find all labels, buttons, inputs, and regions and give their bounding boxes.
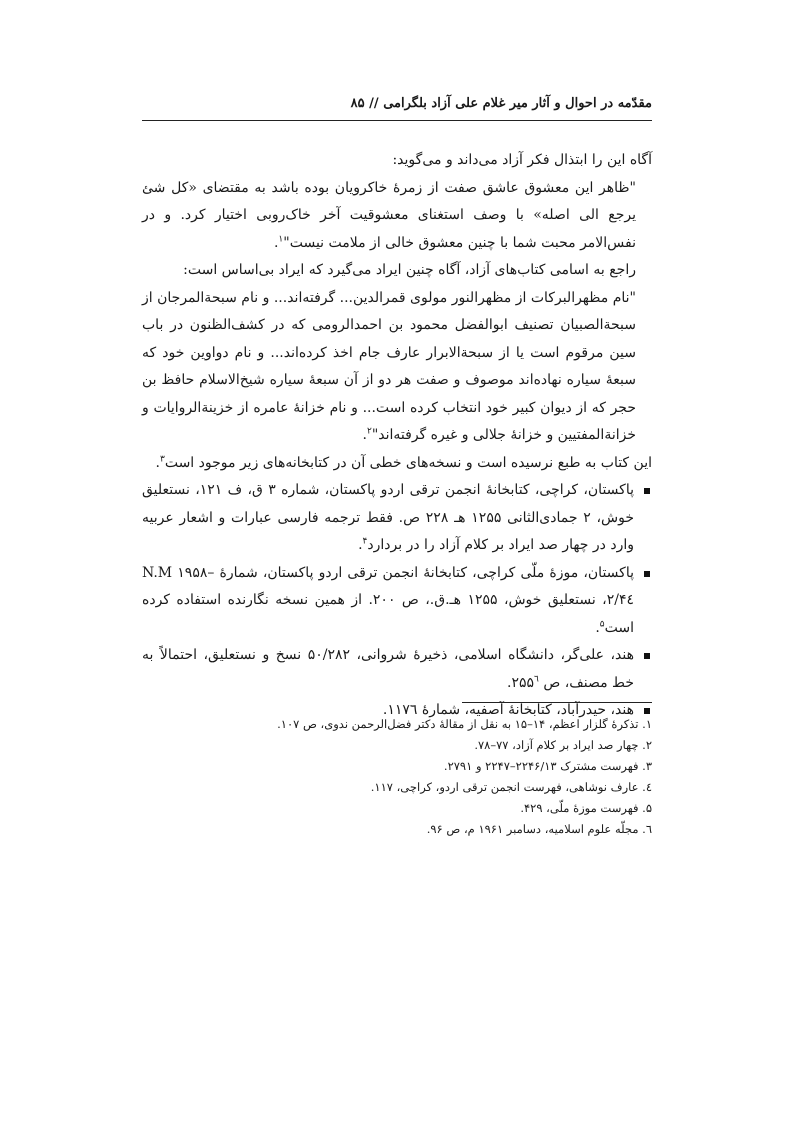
- footnote-6: ٦. مجلّه علوم اسلامیه، دسامبر ۱۹۶۱ م، ص ۹۶.: [426, 822, 652, 836]
- list-item-text: پاکستان، موزهٔ ملّی کراچی، کتابخانهٔ انجمن ترقی اردو پاکستان، شمارهٔ N.M ۱۹۵۸–۴٤/۲، نستعلیق خوش، ۱۲۵۵ هـ.ق.، ص ۲۰۰. از همین نسخه نگارنده استفاده کرده است: [142, 564, 635, 636]
- quote-1: "ظاهر این معشوق عاشق صفت از زمرهٔ خاکرویان بوده باشد به مقتضای «کل شئ یرجع الی اصله» با وصف استغنای معشوقیت آخر خاک‌روبی اختیار کرد. و در نفس‌الامر محبت شما با چنین معشوق خالی از ملامت نیست"$^۱$.: [142, 179, 636, 251]
- square-bullet-icon: [644, 653, 650, 659]
- running-header: مقدّمه در احوال و آثار میر غلام علی آزاد بلگرامی // ۸۵: [350, 96, 652, 111]
- paragraph-names: [142, 257, 652, 285]
- header-rule: [142, 120, 652, 121]
- paragraph-manuscripts-text: این کتاب به طبع نرسیده است و نسخه‌های خطی آن در کتابخانه‌های زیر موجود است: [164, 454, 652, 471]
- manuscript-list: [142, 477, 652, 725]
- footnote-4: ٤. عارف نوشاهی، فهرست انجمن ترقی اردو، کراچی، ۱۱۷.: [370, 780, 652, 794]
- list-item-text: هند، حیدرآباد، کتابخانهٔ آصفیه، شمارهٔ ۱۱۷٦.: [382, 702, 634, 718]
- footnote-ref-1[interactable]: ۱: [278, 233, 284, 244]
- quote-2: "نام مظهرالبرکات از مظهرالنور مولوی قمرالدین... گرفته‌اند... و نام سبحةالمرجان از سبحةالصبیان تصنیف ابوالفضل محمود بن احمدالرومی که در کشف‌الظنون در باب سین مرقوم است یا از سبحةالابرار عارف جام اخذ کرده‌اند... و نام دواوین خود که سبعهٔ سیاره نهاده‌اند موصوف و صفت هر دو از آن سبعهٔ سیاره شیخ‌الاسلام حافظ بن حجر که از دیوان کبیر خود انتخاب کرده است... و نام خزانهٔ عامره از خزینةالروایات و خزانةالمفتیین و خزانهٔ جلالی و غیره گرفته‌اند"$^۲$.: [142, 289, 636, 443]
- square-bullet-icon: [644, 488, 650, 494]
- footnote-ref-4[interactable]: ۴: [362, 536, 368, 547]
- list-item: هند، علی‌گر، دانشگاه اسلامی، ذخیرهٔ شروانی، ۵۰/۲۸۲ نسخ و نستعلیق، احتمالاً به خط مصنف، ص $۲۵۵^٦$.: [142, 642, 652, 697]
- footnote-ref-6[interactable]: ٦: [534, 673, 539, 684]
- list-item-text: هند، علی‌گر، دانشگاه اسلامی، ذخیرهٔ شروانی، ۵۰/۲۸۲ نسخ و نستعلیق، احتمالاً به خط مصنف، ص ۲۵۵: [142, 647, 634, 691]
- footnote-rule: [462, 702, 652, 703]
- list-item: پاکستان، موزهٔ ملّی کراچی، کتابخانهٔ انجمن ترقی اردو پاکستان، شمارهٔ N.M ۱۹۵۸–۴٤/۲، نستعلیق خوش، ۱۲۵۵ هـ.ق.، ص ۲۰۰. از همین نسخه نگارنده استفاده کرده است$^۵$.: [142, 560, 652, 643]
- list-item-text: پاکستان، کراچی، کتابخانهٔ انجمن ترقی اردو پاکستان، شماره ۳ ق، ف ۱۲۱، نستعلیق خوش، ۲ جمادی‌الثانی ۱۲۵۵ هـ ۲۲۸ ص. فقط ترجمه فارسی عبارات و اشعار عربیه وارد در چهار صد ایراد بر کلام آزاد را در بردارد: [142, 482, 634, 553]
- quote-1-text: "ظاهر این معشوق عاشق صفت از زمرهٔ خاکرویان بوده باشد به مقتضای «کل شئ یرجع الی اصله» با وصف استغنای معشوقیت آخر خاک‌روبی اختیار کرد. و در نفس‌الامر محبت شما با چنین معشوق خالی از ملامت نیست": [142, 179, 636, 251]
- paragraph-intro-text: آگاه این را ابتذال فکر آزاد می‌داند و می‌گوید:: [392, 152, 652, 168]
- paragraph-manuscripts: این کتاب به طبع نرسیده است و نسخه‌های خطی آن در کتابخانه‌های زیر موجود است$^۳$.: [155, 453, 652, 471]
- footnotes: [142, 714, 652, 840]
- document-page: [142, 0, 652, 1123]
- footnote-ref-5[interactable]: ۵: [599, 618, 605, 629]
- paragraph-names-text: راجع به اسامی کتاب‌های آزاد، آگاه چنین ایراد می‌گیرد که ایراد بی‌اساس است:: [183, 262, 636, 278]
- footnote-1: ۱. تذکرهٔ گلزار اعظم، ۱۴–۱۵ به نقل از مقالهٔ دکتر فضل‌الرحمن ندوی، ص ۱۰۷.: [277, 717, 652, 731]
- footnote-ref-3[interactable]: ۳: [159, 453, 165, 464]
- footnote-2: ۲. چهار صد ایراد بر کلام آزاد، ۷۷–۷۸.: [474, 738, 652, 752]
- footnote-3: ۳. فهرست مشترک ۲۲۴۶/۱۳–۲۲۴۷ و ۲۷۹۱.: [443, 759, 652, 773]
- square-bullet-icon: [644, 571, 650, 577]
- footnote-ref-2[interactable]: ۲: [366, 426, 372, 437]
- footnote-5: ۵. فهرست موزهٔ ملّی، ۴۲۹.: [520, 801, 652, 815]
- body-text: [142, 147, 652, 725]
- paragraph-intro: [142, 147, 652, 175]
- list-item: پاکستان، کراچی، کتابخانهٔ انجمن ترقی اردو پاکستان، شماره ۳ ق، ف ۱۲۱، نستعلیق خوش، ۲ جمادی‌الثانی ۱۲۵۵ هـ ۲۲۸ ص. فقط ترجمه فارسی عبارات و اشعار عربیه وارد در چهار صد ایراد بر کلام آزاد را در بردارد$^۴$.: [142, 477, 652, 560]
- quote-2-text: "نام مظهرالبرکات از مظهرالنور مولوی قمرالدین... گرفته‌اند... و نام سبحةالمرجان از سبحةالصبیان تصنیف ابوالفضل محمود بن احمدالرومی که در کشف‌الظنون در باب سین مرقوم است یا از سبحةالابرار عارف جام اخذ کرده‌اند... و نام دواوین خود که سبعهٔ سیاره نهاده‌اند موصوف و صفت هر دو از آن سبعهٔ سیاره شیخ‌الاسلام حافظ بن حجر که از دیوان کبیر خود انتخاب کرده است... و نام خزانهٔ عامره از خزینةالروایات و خزانةالمفتیین و خزانهٔ جلالی و غیره گرفته‌اند": [142, 289, 636, 443]
